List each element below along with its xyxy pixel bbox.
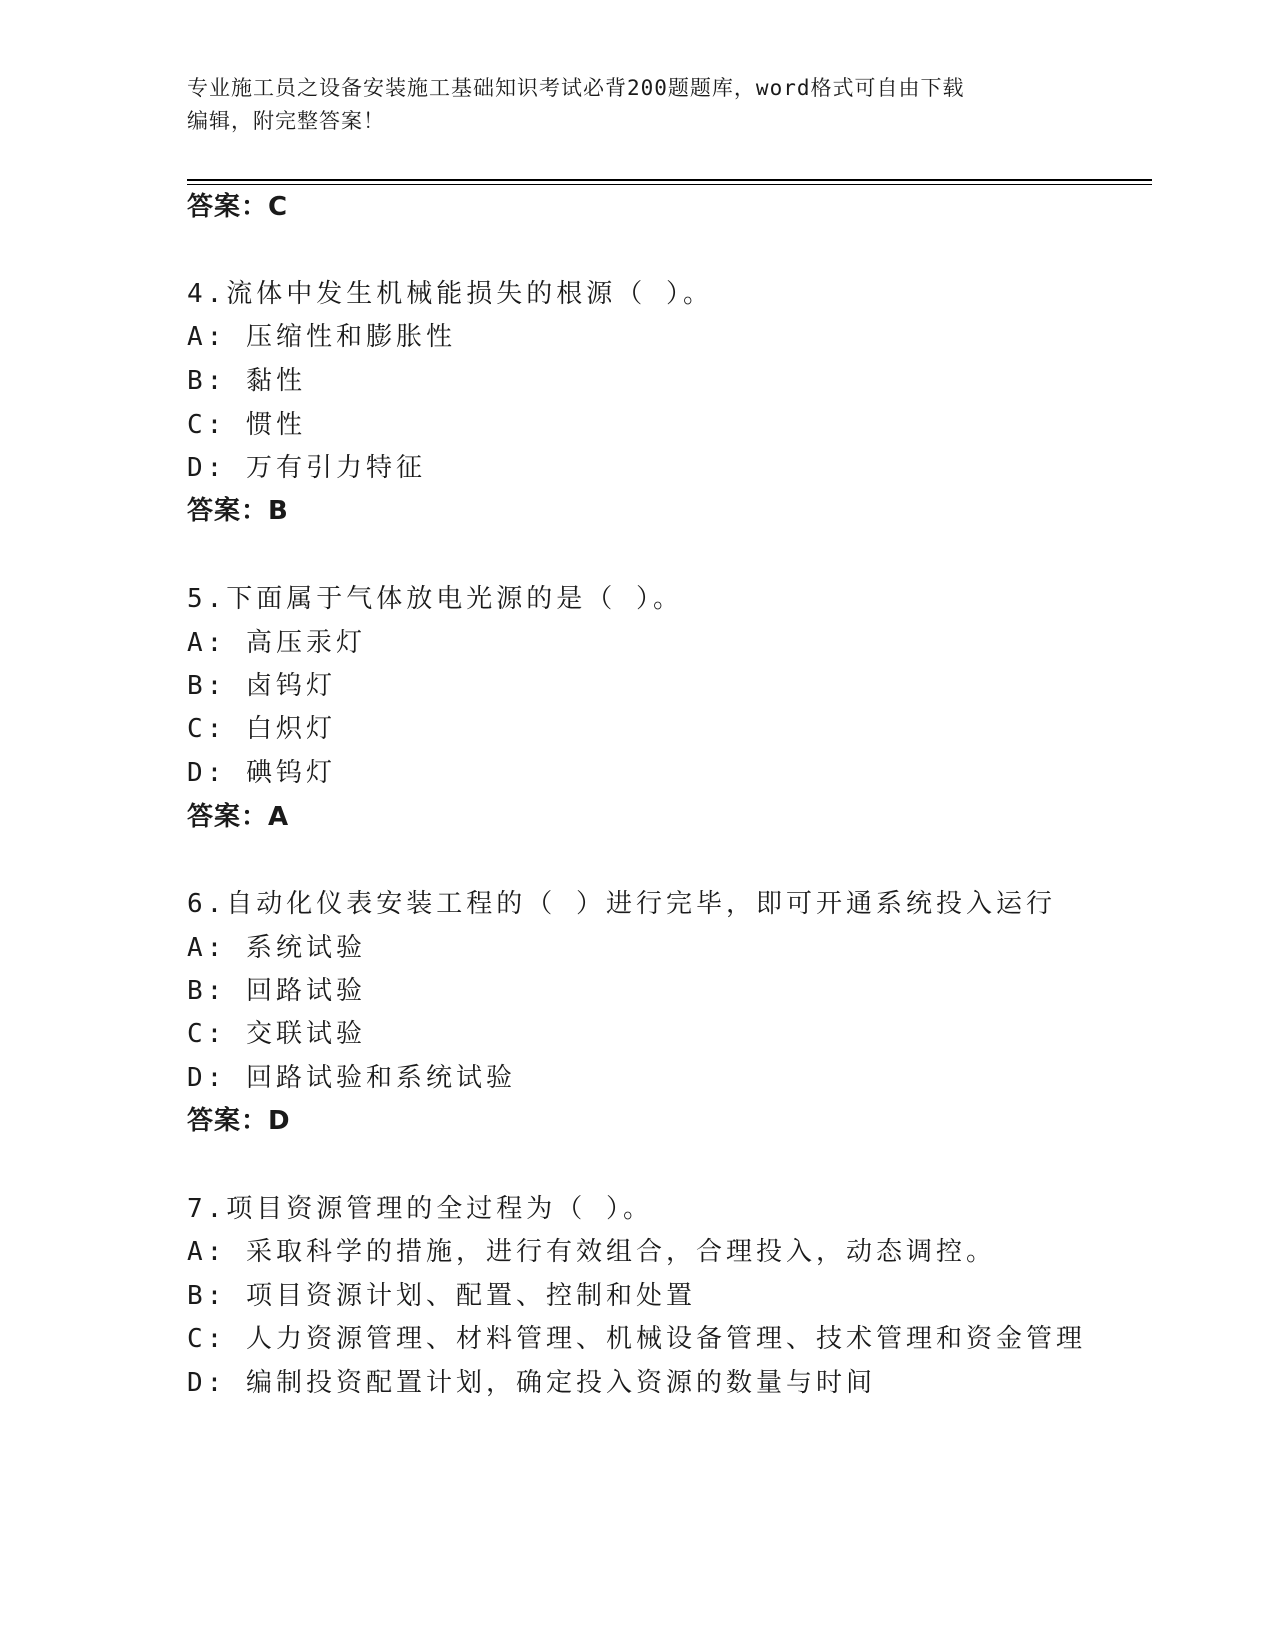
question-5-option-d: D: 碘钨灯 [187, 758, 336, 788]
question-4-option-b: B: 黏性 [187, 366, 306, 396]
question-7-option-d: D: 编制投资配置计划，确定投入资源的数量与时间 [187, 1368, 876, 1398]
question-7-option-a: A: 采取科学的措施，进行有效组合，合理投入，动态调控。 [187, 1237, 996, 1267]
question-6-option-d: D: 回路试验和系统试验 [187, 1063, 516, 1093]
header-divider-thick [187, 179, 1152, 181]
question-4-option-c: C: 惯性 [187, 410, 306, 440]
document-header [187, 72, 1087, 138]
answer-q6: 答案：D [187, 1106, 291, 1136]
question-5-option-b: B: 卤钨灯 [187, 671, 336, 701]
question-4-option-d: D: 万有引力特征 [187, 453, 426, 483]
answer-q5: 答案：A [187, 802, 290, 832]
question-4-stem: 4.流体中发生机械能损失的根源（ ）。 [187, 279, 713, 309]
question-5-option-a: A: 高压汞灯 [187, 628, 366, 658]
header-line-1: 专业施工员之设备安装施工基础知识考试必背200题题库，word格式可自由下载 [187, 76, 965, 100]
question-4-option-a: A: 压缩性和膨胀性 [187, 322, 456, 352]
question-7-option-b: B: 项目资源计划、配置、控制和处置 [187, 1281, 696, 1311]
question-5-option-c: C: 白炽灯 [187, 714, 336, 744]
question-5-stem: 5.下面属于气体放电光源的是（ ）。 [187, 584, 683, 614]
header-line-2: 编辑，附完整答案！ [187, 109, 385, 133]
header-divider-thin [187, 184, 1152, 185]
question-7-stem: 7.项目资源管理的全过程为（ ）。 [187, 1194, 653, 1224]
question-6-stem: 6.自动化仪表安装工程的（ ）进行完毕，即可开通系统投入运行 [187, 889, 1056, 919]
question-6-option-a: A: 系统试验 [187, 933, 366, 963]
question-7-option-c: C: 人力资源管理、材料管理、机械设备管理、技术管理和资金管理 [187, 1324, 1086, 1354]
question-6-option-b: B: 回路试验 [187, 976, 366, 1006]
answer-q3: 答案：C [187, 192, 289, 222]
answer-q4: 答案：B [187, 496, 289, 526]
question-6-option-c: C: 交联试验 [187, 1019, 366, 1049]
